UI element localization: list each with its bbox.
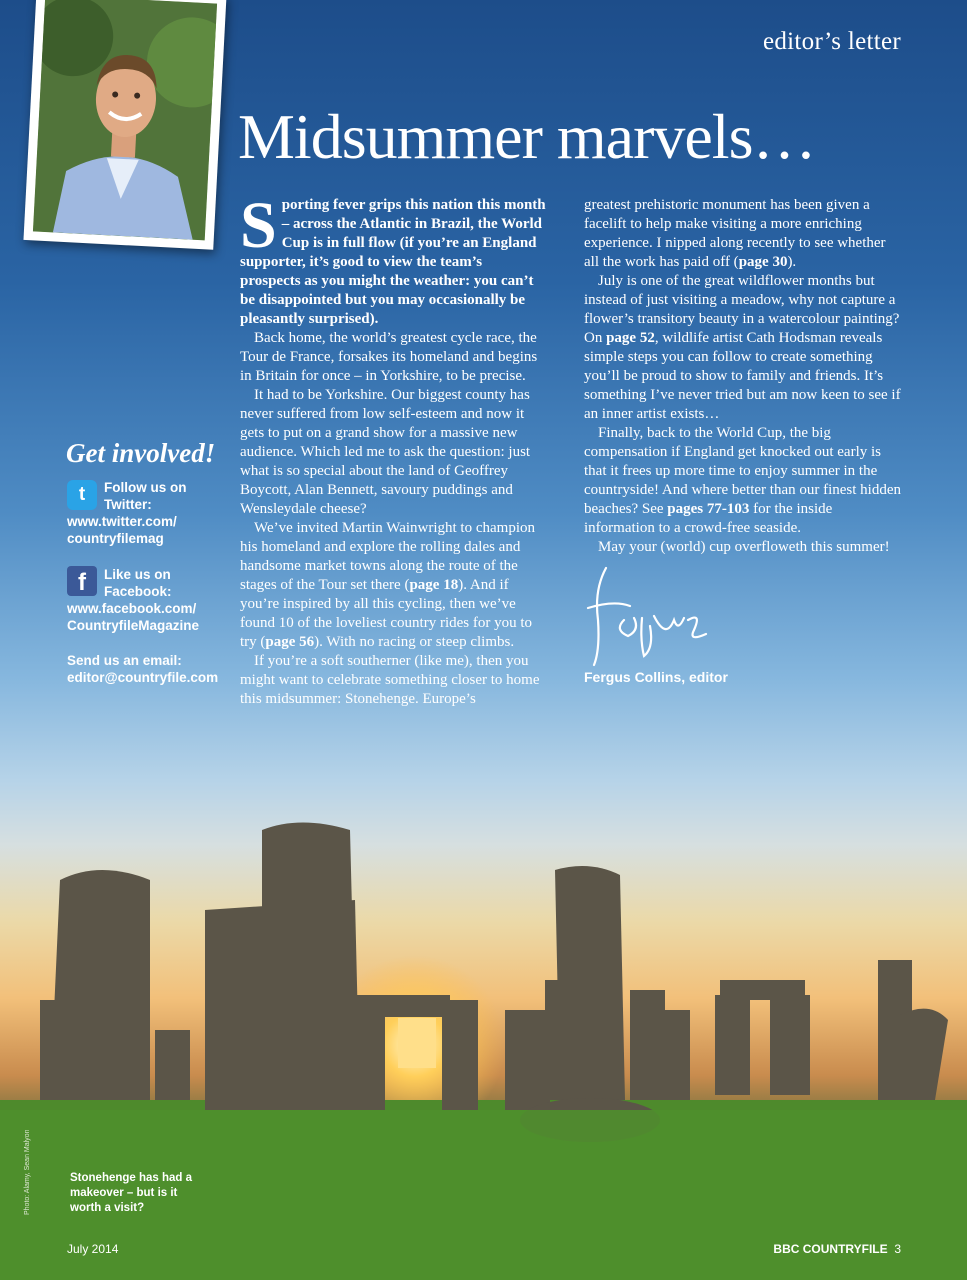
paragraph: Finally, back to the World Cup, the big compensation if England get knocked out early is that it frees up more time to enjoy summer in the countryside! And where better than our finest hidden beaches? See pages 77-103 for the inside information to a crowd-free seaside. <box>584 425 901 536</box>
paragraph: July is one of the great wildflower months but instead of just visiting a meadow, why not capture a flower’s transitory beauty in a watercolour painting? On page 52, wildlife artist Cath Hodsman reveals simple steps you can follow to create something you’ll be proud to show to family and friends. It’s something I’ve never tried but am now keen to see if an inner artist exists… <box>584 273 901 422</box>
lead-paragraph: Sporting fever grips this nation this month – across the Atlantic in Brazil, the World Cup is in full flow (if you’re an England supporter, it’s good to view the team’s prospects as you might the weather: you can’t be disappointed but you may occasionally be pleasantly surprised). <box>240 189 546 327</box>
page-reference: page 56 <box>265 634 315 650</box>
footer-magazine <box>773 1242 901 1256</box>
paragraph: May your (world) cup overfloweth this summer! <box>598 539 890 555</box>
email-link[interactable]: editor@countryfile.com <box>67 670 219 685</box>
issue-date: July 2014 <box>67 1242 119 1256</box>
paragraph: greatest prehistoric monument has been given a facelift to help make visiting a more enriching experience. I nipped along recently to see whether all the work has paid off (page 30). <box>584 197 886 270</box>
facebook-label: Like us on Facebook: <box>104 567 172 599</box>
editor-portrait <box>33 0 217 240</box>
facebook-icon[interactable]: f <box>67 566 97 596</box>
signature <box>584 560 724 670</box>
paragraph: If you’re a soft southerner (like me), then you might want to celebrate something closer to home this midsummer: Stonehenge. Europe’s <box>240 653 540 707</box>
email-label: Send us an email: <box>67 653 182 668</box>
editor-photo <box>23 0 226 250</box>
page-reference: pages 77-103 <box>667 501 750 517</box>
headline: Midsummer marvels… <box>238 101 816 172</box>
paragraph: We’ve invited Martin Wainwright to champion his homeland and explore the rolling dales and handsome market towns along the route of the stages of the Tour set there (page 18). And if you’re inspired by all this cycling, then we’ve found 10 of the loveliest country rides for you to try (page 56). With no racing or steep climbs. <box>240 520 535 650</box>
facebook-link[interactable]: www.facebook.com/ CountryfileMagazine <box>67 601 200 633</box>
twitter-label: Follow us on Twitter: <box>104 480 187 512</box>
twitter-icon[interactable]: t <box>67 480 97 510</box>
signature-name: Fergus Collins, editor <box>584 669 728 685</box>
paragraph: Back home, the world’s greatest cycle race, the Tour de France, forsakes its homeland and begins in Britain for once – in Yorkshire, to be precise. <box>240 330 538 384</box>
section-label: editor’s letter <box>762 28 901 55</box>
photo-credit: Photo: Alamy, Sean Malyon <box>24 1129 31 1215</box>
drop-cap: S <box>240 189 277 262</box>
page-reference: page 52 <box>606 330 655 346</box>
page-reference: page 18 <box>409 577 459 593</box>
magazine-name: BBC COUNTRYFILE <box>773 1242 888 1256</box>
twitter-link[interactable]: www.twitter.com/ countryfilemag <box>67 514 177 546</box>
article-column-1 <box>240 189 546 709</box>
page-reference: page 30 <box>738 254 788 270</box>
paragraph: It had to be Yorkshire. Our biggest county has never suffered from low self-esteem and now it gets to put on a grand show for a massive new audience. Which led me to ask the question: just what is so special about the land of Geoffrey Boycott, Alan Bennett, savoury puddings and Wensleydale cheese? <box>240 387 531 517</box>
page-number: 3 <box>894 1242 901 1256</box>
photo-caption: Stonehenge has had a makeover – but is it worth a visit? <box>70 1172 193 1214</box>
article-column-2 <box>584 196 902 557</box>
get-involved-title: Get involved! <box>66 438 216 468</box>
